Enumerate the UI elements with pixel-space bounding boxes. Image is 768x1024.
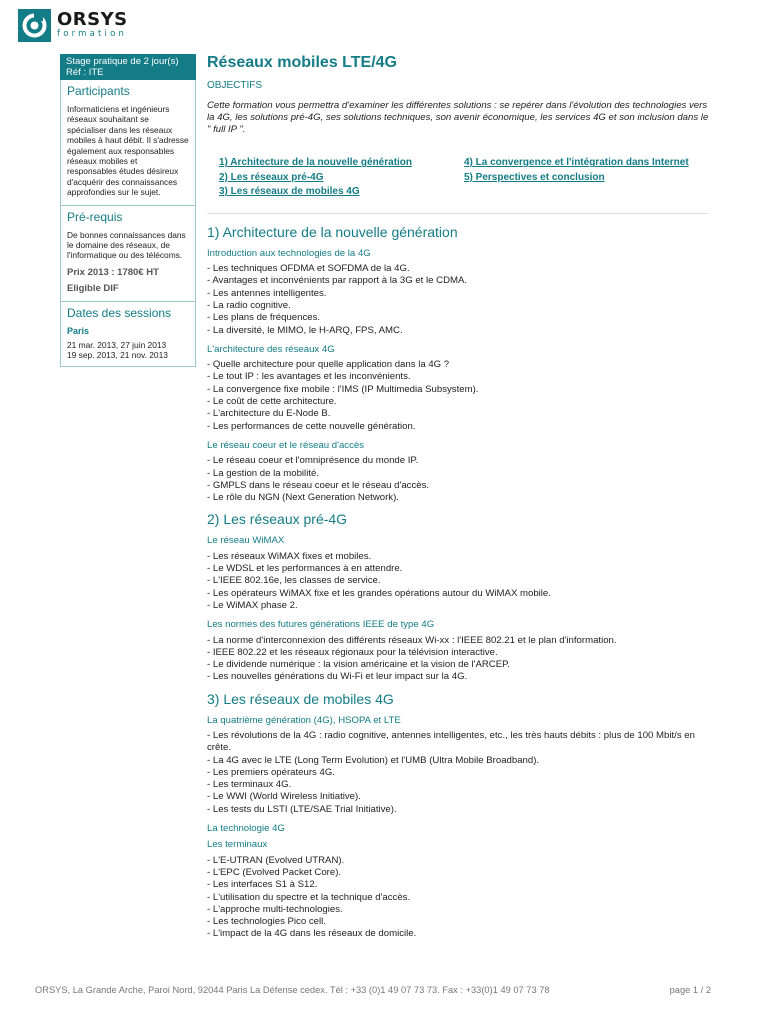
list-item: - L'E-UTRAN (Evolved UTRAN). — [207, 854, 345, 866]
divider — [207, 213, 709, 214]
list-item: - Les premiers opérateurs 4G. — [207, 766, 335, 778]
logo-subtitle: formation — [57, 29, 128, 40]
subsection-title: Le réseau coeur et le réseau d'accès — [207, 439, 365, 451]
subsection-title: Introduction aux technologies de la 4G — [207, 247, 371, 259]
list-item: - La norme d'interconnexion des différents réseaux Wi-xx : l'IEEE 802.21 et le plan d'information. — [207, 634, 617, 646]
list-item: - Le WWI (World Wireless Initiative). — [207, 791, 361, 803]
list-item: - Les réseaux WiMAX fixes et mobiles. — [207, 550, 372, 562]
prereq-text: De bonnes connaissances dans le domaine des réseaux, de l'informatique ou des télécoms. — [67, 229, 186, 261]
section-title: 1) Architecture de la nouvelle génération — [207, 223, 458, 240]
logo-swirl-icon — [18, 9, 51, 42]
list-item: - La gestion de la mobilité. — [207, 467, 319, 479]
item-list — [207, 855, 709, 941]
subsection-title: La technologie 4G — [207, 823, 285, 835]
list-item: - L'architecture du E-Node B. — [207, 408, 331, 420]
orsys-logo — [18, 8, 128, 42]
list-item: - Les antennes intelligentes. — [207, 287, 327, 299]
list-item: - Les tests du LSTI (LTE/SAE Trial Initiative). — [207, 803, 397, 815]
item-list — [207, 551, 709, 612]
list-item: - Les opérateurs WiMAX fixe et les grandes opérations autour du WiMAX mobile. — [207, 587, 551, 599]
toc-link[interactable]: 5) Perspectives et conclusion — [464, 171, 605, 183]
list-item: - Le réseau coeur et l'omniprésence du monde IP. — [207, 455, 419, 467]
participants-text: Informaticiens et ingénieurs réseaux souhaitant se spécialiser dans les réseaux mobiles à haut débit. Il s'adresse également aux responsables réseaux mobiles et responsables études désireux d'acquérir des connaissances approfondies sur le sujet. — [67, 104, 189, 198]
toc-left-column — [219, 156, 464, 200]
footer-address: ORSYS, La Grande Arche, Paroi Nord, 92044 Paris La Défense cedex. Tél : +33 (0)1 49 07 73 73. Fax : +33(0)1 49 07 73 78 — [35, 985, 550, 995]
list-item: - Les révolutions de la 4G : radio cognitive, antennes intelligentes, etc., les très hauts débits : plus de 100 Mbit/s en crête. — [207, 730, 695, 754]
sidebar-box — [60, 80, 196, 367]
list-item: - La diversité, le MIMO, le H-ARQ, FPS, AMC. — [207, 324, 403, 336]
list-item: - Le rôle du NGN (Next Generation Network). — [207, 492, 399, 504]
objectives-label: OBJECTIFS — [207, 80, 263, 91]
subsection-title: L'architecture des réseaux 4G — [207, 343, 335, 355]
prereq-title: Pré-requis — [67, 209, 123, 224]
footer — [35, 985, 711, 995]
dif-eligibility: Eligible DIF — [67, 282, 119, 294]
subsection-title: Les normes des futures générations IEEE de type 4G — [207, 619, 435, 631]
section-title: 2) Les réseaux pré-4G — [207, 511, 348, 528]
item-list — [207, 455, 709, 504]
page-number: page 1 / 2 — [669, 985, 711, 995]
toc-link[interactable]: 4) La convergence et l'intégration dans Internet — [464, 157, 689, 169]
list-item: - La 4G avec le LTE (Long Term Evolution) et l'UMB (Ultra Mobile Broadband). — [207, 754, 540, 766]
list-item: - Quelle architecture pour quelle application dans la 4G ? — [207, 359, 450, 371]
item-list — [207, 730, 709, 816]
item-list — [207, 359, 709, 433]
course-sections — [207, 224, 709, 941]
list-item: - Les nouvelles générations du Wi-Fi et leur impact sur la 4G. — [207, 671, 468, 683]
list-item: - L'approche multi-technologies. — [207, 903, 343, 915]
list-item: - Le dividende numérique : la vision américaine et la vision de l'ARCEP. — [207, 659, 510, 671]
sidebar — [60, 54, 196, 367]
toc-link[interactable]: 1) Architecture de la nouvelle génération — [219, 157, 413, 169]
list-item: - IEEE 802.22 et les réseaux régionaux pour la télévision interactive. — [207, 646, 498, 658]
list-item: - L'impact de la 4G dans les réseaux de domicile. — [207, 928, 417, 940]
dates-title: Dates des sessions — [67, 305, 172, 320]
session-dates-1: 21 mar. 2013, 27 juin 2013 — [67, 339, 167, 350]
list-item: - L'IEEE 802.16e, les classes de service. — [207, 575, 381, 587]
toc-right-column — [464, 156, 709, 200]
toc-link[interactable]: 3) Les réseaux de mobiles 4G — [219, 186, 360, 198]
course-duration: Stage pratique de 2 jour(s) — [66, 56, 179, 67]
item-list — [207, 263, 709, 337]
subsection-title: Le réseau WiMAX — [207, 535, 285, 547]
objectives-text: Cette formation vous permettra d'examiner les différentes solutions : se repérer dans l'évolution des technologies vers la 4G, les solutions pré-4G, ses solutions techniques, son avenir économique, les services 4G et son inclusion dans le " full IP ". — [207, 100, 709, 136]
section-title: 3) Les réseaux de mobiles 4G — [207, 690, 394, 707]
list-item: - L'EPC (Evolved Packet Core). — [207, 866, 342, 878]
list-item: - L'utilisation du spectre et la technique d'accès. — [207, 891, 411, 903]
list-item: - Les terminaux 4G. — [207, 779, 292, 791]
list-item: - Les plans de fréquences. — [207, 312, 321, 324]
list-item: - Le tout IP : les avantages et les inconvénients. — [207, 371, 411, 383]
price: Prix 2013 : 1780€ HT — [67, 266, 159, 278]
session-city: Paris — [67, 325, 90, 336]
list-item: - Les technologies Pico cell. — [207, 916, 326, 928]
course-info-header — [60, 54, 196, 80]
list-item: - Les techniques OFDMA et SOFDMA de la 4G. — [207, 263, 410, 275]
list-item: - Le coût de cette architecture. — [207, 396, 337, 408]
item-list — [207, 635, 709, 684]
list-item: - Le WiMAX phase 2. — [207, 599, 298, 611]
table-of-contents — [219, 156, 709, 200]
list-item: - La radio cognitive. — [207, 299, 291, 311]
subsection-title: La quatrième génération (4G), HSOPA et LTE — [207, 714, 401, 726]
participants-title: Participants — [67, 84, 130, 98]
logo-name: ORSYS — [57, 9, 128, 31]
main-content — [207, 54, 709, 948]
page-title: Réseaux mobiles LTE/4G — [207, 54, 397, 71]
course-reference: Réf : ITE — [66, 67, 104, 78]
toc-link[interactable]: 2) Les réseaux pré-4G — [219, 171, 324, 183]
subsection-title: Les terminaux — [207, 839, 268, 851]
list-item: - La convergence fixe mobile : l'IMS (IP Multimedia Subsystem). — [207, 383, 479, 395]
list-item: - Avantages et inconvénients par rapport à la 3G et le CDMA. — [207, 275, 468, 287]
list-item: - Le WDSL et les performances à en attendre. — [207, 563, 403, 575]
list-item: - Les interfaces S1 à S12. — [207, 879, 318, 891]
list-item: - Les performances de cette nouvelle génération. — [207, 420, 416, 432]
session-dates-2: 19 sep. 2013, 21 nov. 2013 — [67, 350, 168, 361]
list-item: - GMPLS dans le réseau coeur et le réseau d'accès. — [207, 479, 430, 491]
